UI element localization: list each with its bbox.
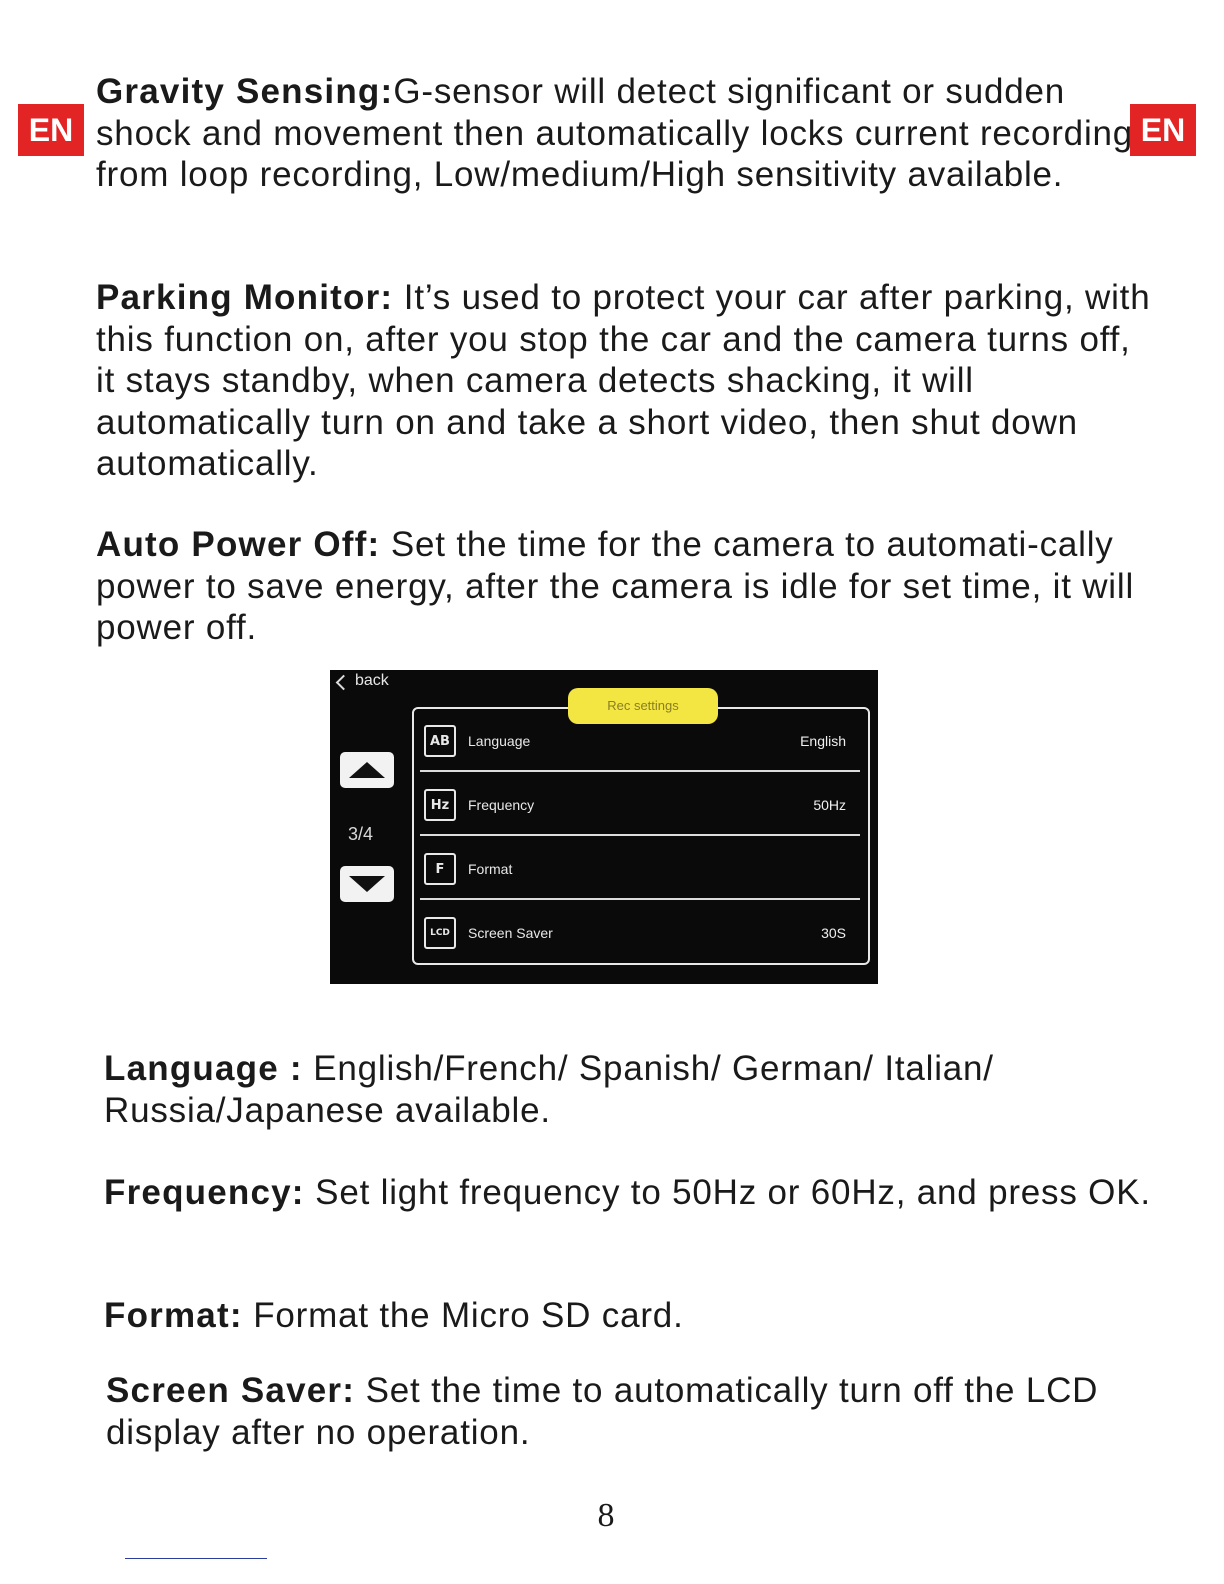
gravity-sensing-paragraph — [96, 71, 1156, 196]
gravity-sensing-term: Gravity Sensing: — [96, 72, 394, 111]
language-term: Language : — [104, 1049, 303, 1088]
language-tab-right: EN — [1130, 104, 1196, 156]
format-paragraph — [104, 1295, 1164, 1337]
page-down-button[interactable] — [340, 866, 394, 902]
format-text: Format the Micro SD card. — [242, 1296, 684, 1335]
menu-row-value: 30S — [821, 925, 846, 941]
parking-monitor-term: Parking Monitor: — [96, 278, 394, 317]
menu-row-frequency[interactable] — [420, 774, 860, 836]
chevron-left-icon — [336, 674, 352, 690]
language-tab-left: EN — [18, 104, 84, 156]
menu-row-label: Screen Saver — [468, 925, 553, 941]
menu-row-screen-saver[interactable] — [420, 902, 860, 964]
arrow-down-icon — [349, 876, 385, 892]
format-icon: F — [424, 853, 456, 885]
frequency-term: Frequency: — [104, 1173, 305, 1212]
menu-row-label: Format — [468, 861, 513, 877]
menu-row-label: Language — [468, 733, 531, 749]
menu-row-language[interactable] — [420, 710, 860, 772]
camera-settings-screen — [330, 670, 878, 984]
language-icon: AB — [424, 725, 456, 757]
screen-saver-paragraph — [106, 1370, 1166, 1453]
parking-monitor-paragraph — [96, 277, 1156, 485]
format-term: Format: — [104, 1296, 243, 1335]
page-number: 8 — [597, 1497, 615, 1534]
screen-saver-text: Set the time to automatically turn off the LCD display after no operation. — [106, 1371, 1099, 1452]
auto-power-off-term: Auto Power Off: — [96, 525, 381, 564]
parking-monitor-text: It’s used to protect your car after parking, with this function on, after you stop the car and the camera turns off, it stays standby, when camera detects shacking, it will automatically turn on and take a short video, then shut down automatically. — [96, 278, 1151, 483]
page-up-button[interactable] — [340, 752, 394, 788]
menu-row-label: Frequency — [468, 797, 535, 813]
menu-title: Rec settings — [568, 688, 718, 724]
footer-rule — [125, 1558, 267, 1559]
gravity-sensing-text: G-sensor will detect significant or sudden shock and movement then automatically locks current recording from loop recording, Low/medium/High sensitivity available. — [96, 72, 1134, 194]
screen-saver-term: Screen Saver: — [106, 1371, 356, 1410]
menu-row-value: English — [800, 733, 846, 749]
auto-power-off-text: Set the time for the camera to automati-cally power to save energy, after the camera is idle for set time, it will power off. — [96, 525, 1135, 647]
frequency-icon: Hz — [424, 789, 456, 821]
menu-row-value: 50Hz — [813, 797, 846, 813]
language-text: English/French/ Spanish/ German/ Italian/ Russia/Japanese available. — [104, 1049, 994, 1130]
auto-power-off-paragraph — [96, 524, 1156, 649]
back-button[interactable] — [332, 672, 389, 690]
menu-row-format[interactable] — [420, 838, 860, 900]
language-paragraph — [104, 1048, 1164, 1131]
back-label: back — [355, 672, 389, 689]
frequency-paragraph — [104, 1172, 1164, 1214]
arrow-up-icon — [349, 762, 385, 778]
page-indicator: 3/4 — [348, 824, 374, 844]
frequency-text: Set light frequency to 50Hz or 60Hz, and press OK. — [304, 1173, 1151, 1212]
screen-saver-icon: LCD — [424, 917, 456, 949]
